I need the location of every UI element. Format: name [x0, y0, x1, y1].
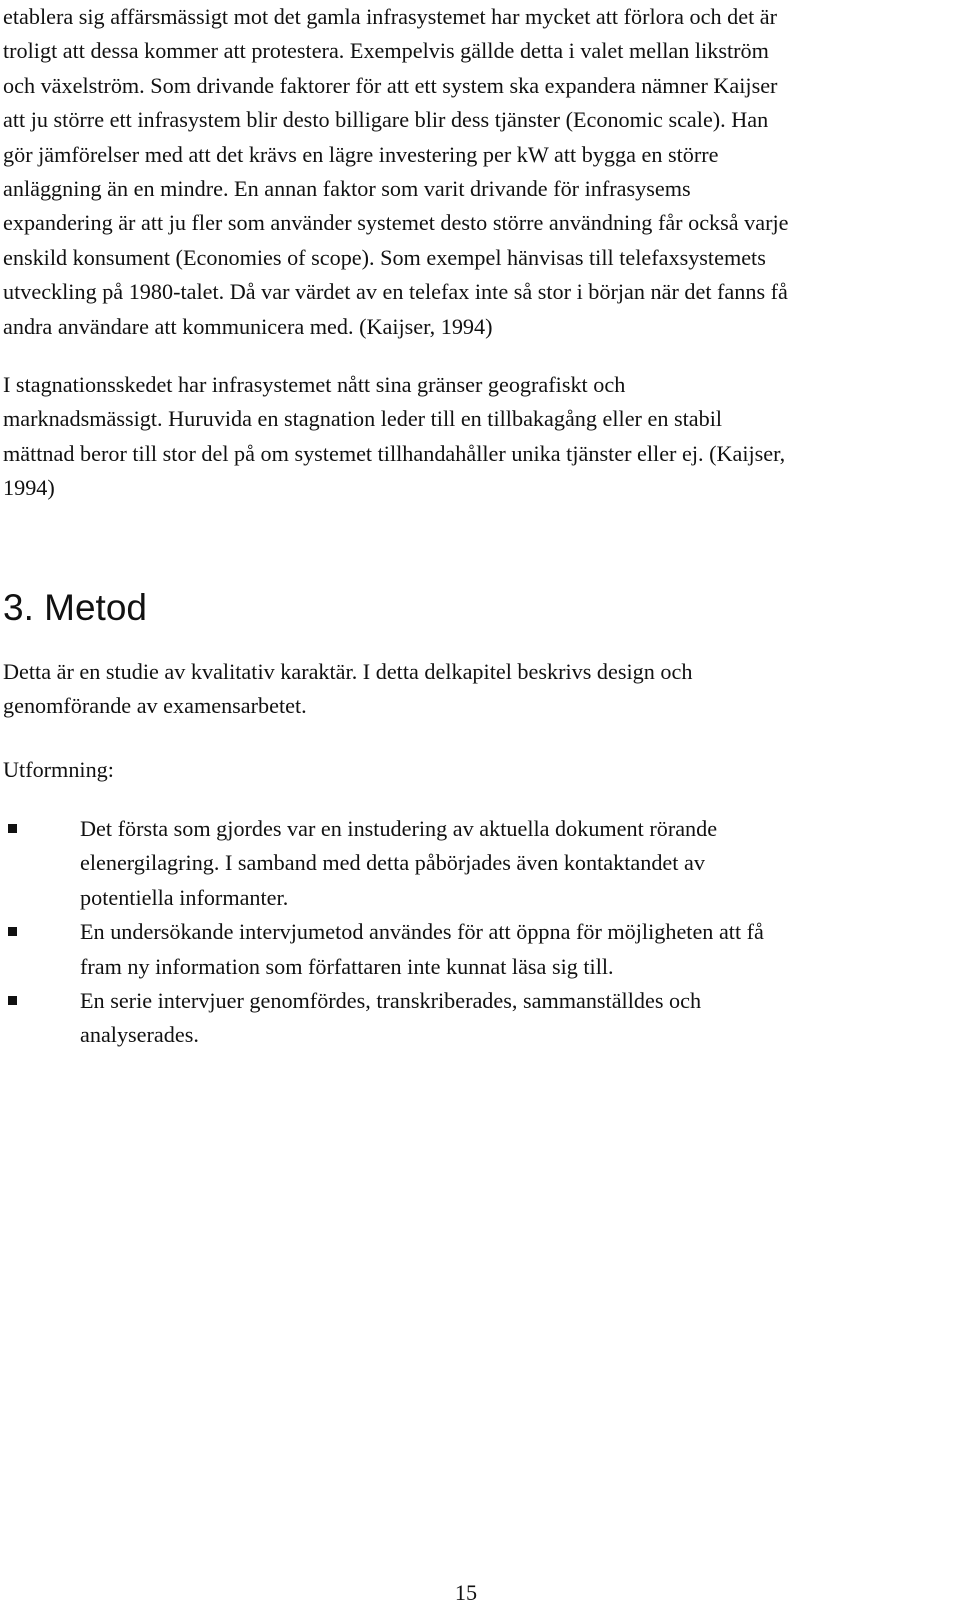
list-item — [0, 812, 940, 915]
list-item — [0, 915, 940, 984]
text-line: En serie intervjuer genomfördes, transkriberades, sammanställdes och — [80, 988, 702, 1014]
text-line: troligt att dessa kommer att protestera. Exempelvis gällde detta i valet mellan likström — [3, 38, 769, 64]
square-bullet-icon — [8, 824, 17, 833]
text-line: och växelström. Som drivande faktorer för att ett system ska expandera nämner Kaijser — [3, 72, 778, 98]
text-line: utveckling på 1980-talet. Då var värdet av en telefax inte så stor i början när det fanns få — [3, 279, 788, 305]
text-line: mättnad beror till stor del på om systemet tillhandahåller unika tjänster eller ej. (Kaijser, — [3, 440, 786, 466]
paragraph-stagnation — [3, 368, 943, 506]
paragraph-utformning — [3, 753, 943, 787]
text-line: andra användare att kommunicera med. (Kaijser, 1994) — [3, 313, 493, 339]
page-number: 15 — [454, 1580, 478, 1605]
text-line: Det första som gjordes var en instudering av aktuella dokument rörande — [80, 816, 718, 841]
text-line: marknadsmässigt. Huruvida en stagnation leder till en tillbakagång eller en stabil — [3, 406, 723, 432]
list-item — [0, 984, 940, 1053]
text-line: att ju större ett infrasystem blir desto billigare blir dess tjänster (Economic scale). Han — [3, 107, 769, 133]
paragraph-kaijser-expansion — [3, 0, 943, 344]
text-line: gör jämförelser med att det krävs en lägre investering per kW att bygga en större — [3, 141, 719, 167]
text-line: expandering är att ju fler som använder systemet desto större användning får också varje — [3, 210, 789, 236]
text-line: En undersökande intervjumetod användes för att öppna för möjligheten att få — [80, 919, 764, 945]
paragraph-method-intro — [3, 655, 943, 724]
text-line: elenergilagring. I samband med detta påbörjades även kontaktandet av — [80, 850, 705, 876]
text-line: enskild konsument (Economies of scope). Som exempel hänvisas till telefaxsystemets — [3, 244, 766, 270]
bullet-list — [0, 812, 940, 1053]
square-bullet-icon — [8, 927, 17, 936]
text-line: Detta är en studie av kvalitativ karaktär. I detta delkapitel beskrivs design och — [3, 659, 693, 684]
text-line: analyserades. — [80, 1022, 199, 1048]
text-line: potentiella informanter. — [80, 884, 289, 910]
text-line: genomförande av examensarbetet. — [3, 693, 307, 719]
square-bullet-icon — [8, 996, 17, 1005]
text-line: 1994) — [3, 475, 55, 501]
text-line: etablera sig affärsmässigt mot det gamla infrasystemet har mycket att förlora och det är — [3, 4, 778, 29]
text-line: Utformning: — [3, 757, 114, 782]
section-heading: 3. Metod — [3, 587, 147, 628]
text-line: anläggning än en mindre. En annan faktor som varit drivande för infrasysems — [3, 176, 691, 202]
text-line: fram ny information som författaren inte kunnat läsa sig till. — [80, 953, 614, 979]
text-line: I stagnationsskedet har infrasystemet nått sina gränser geografiskt och — [3, 372, 626, 397]
